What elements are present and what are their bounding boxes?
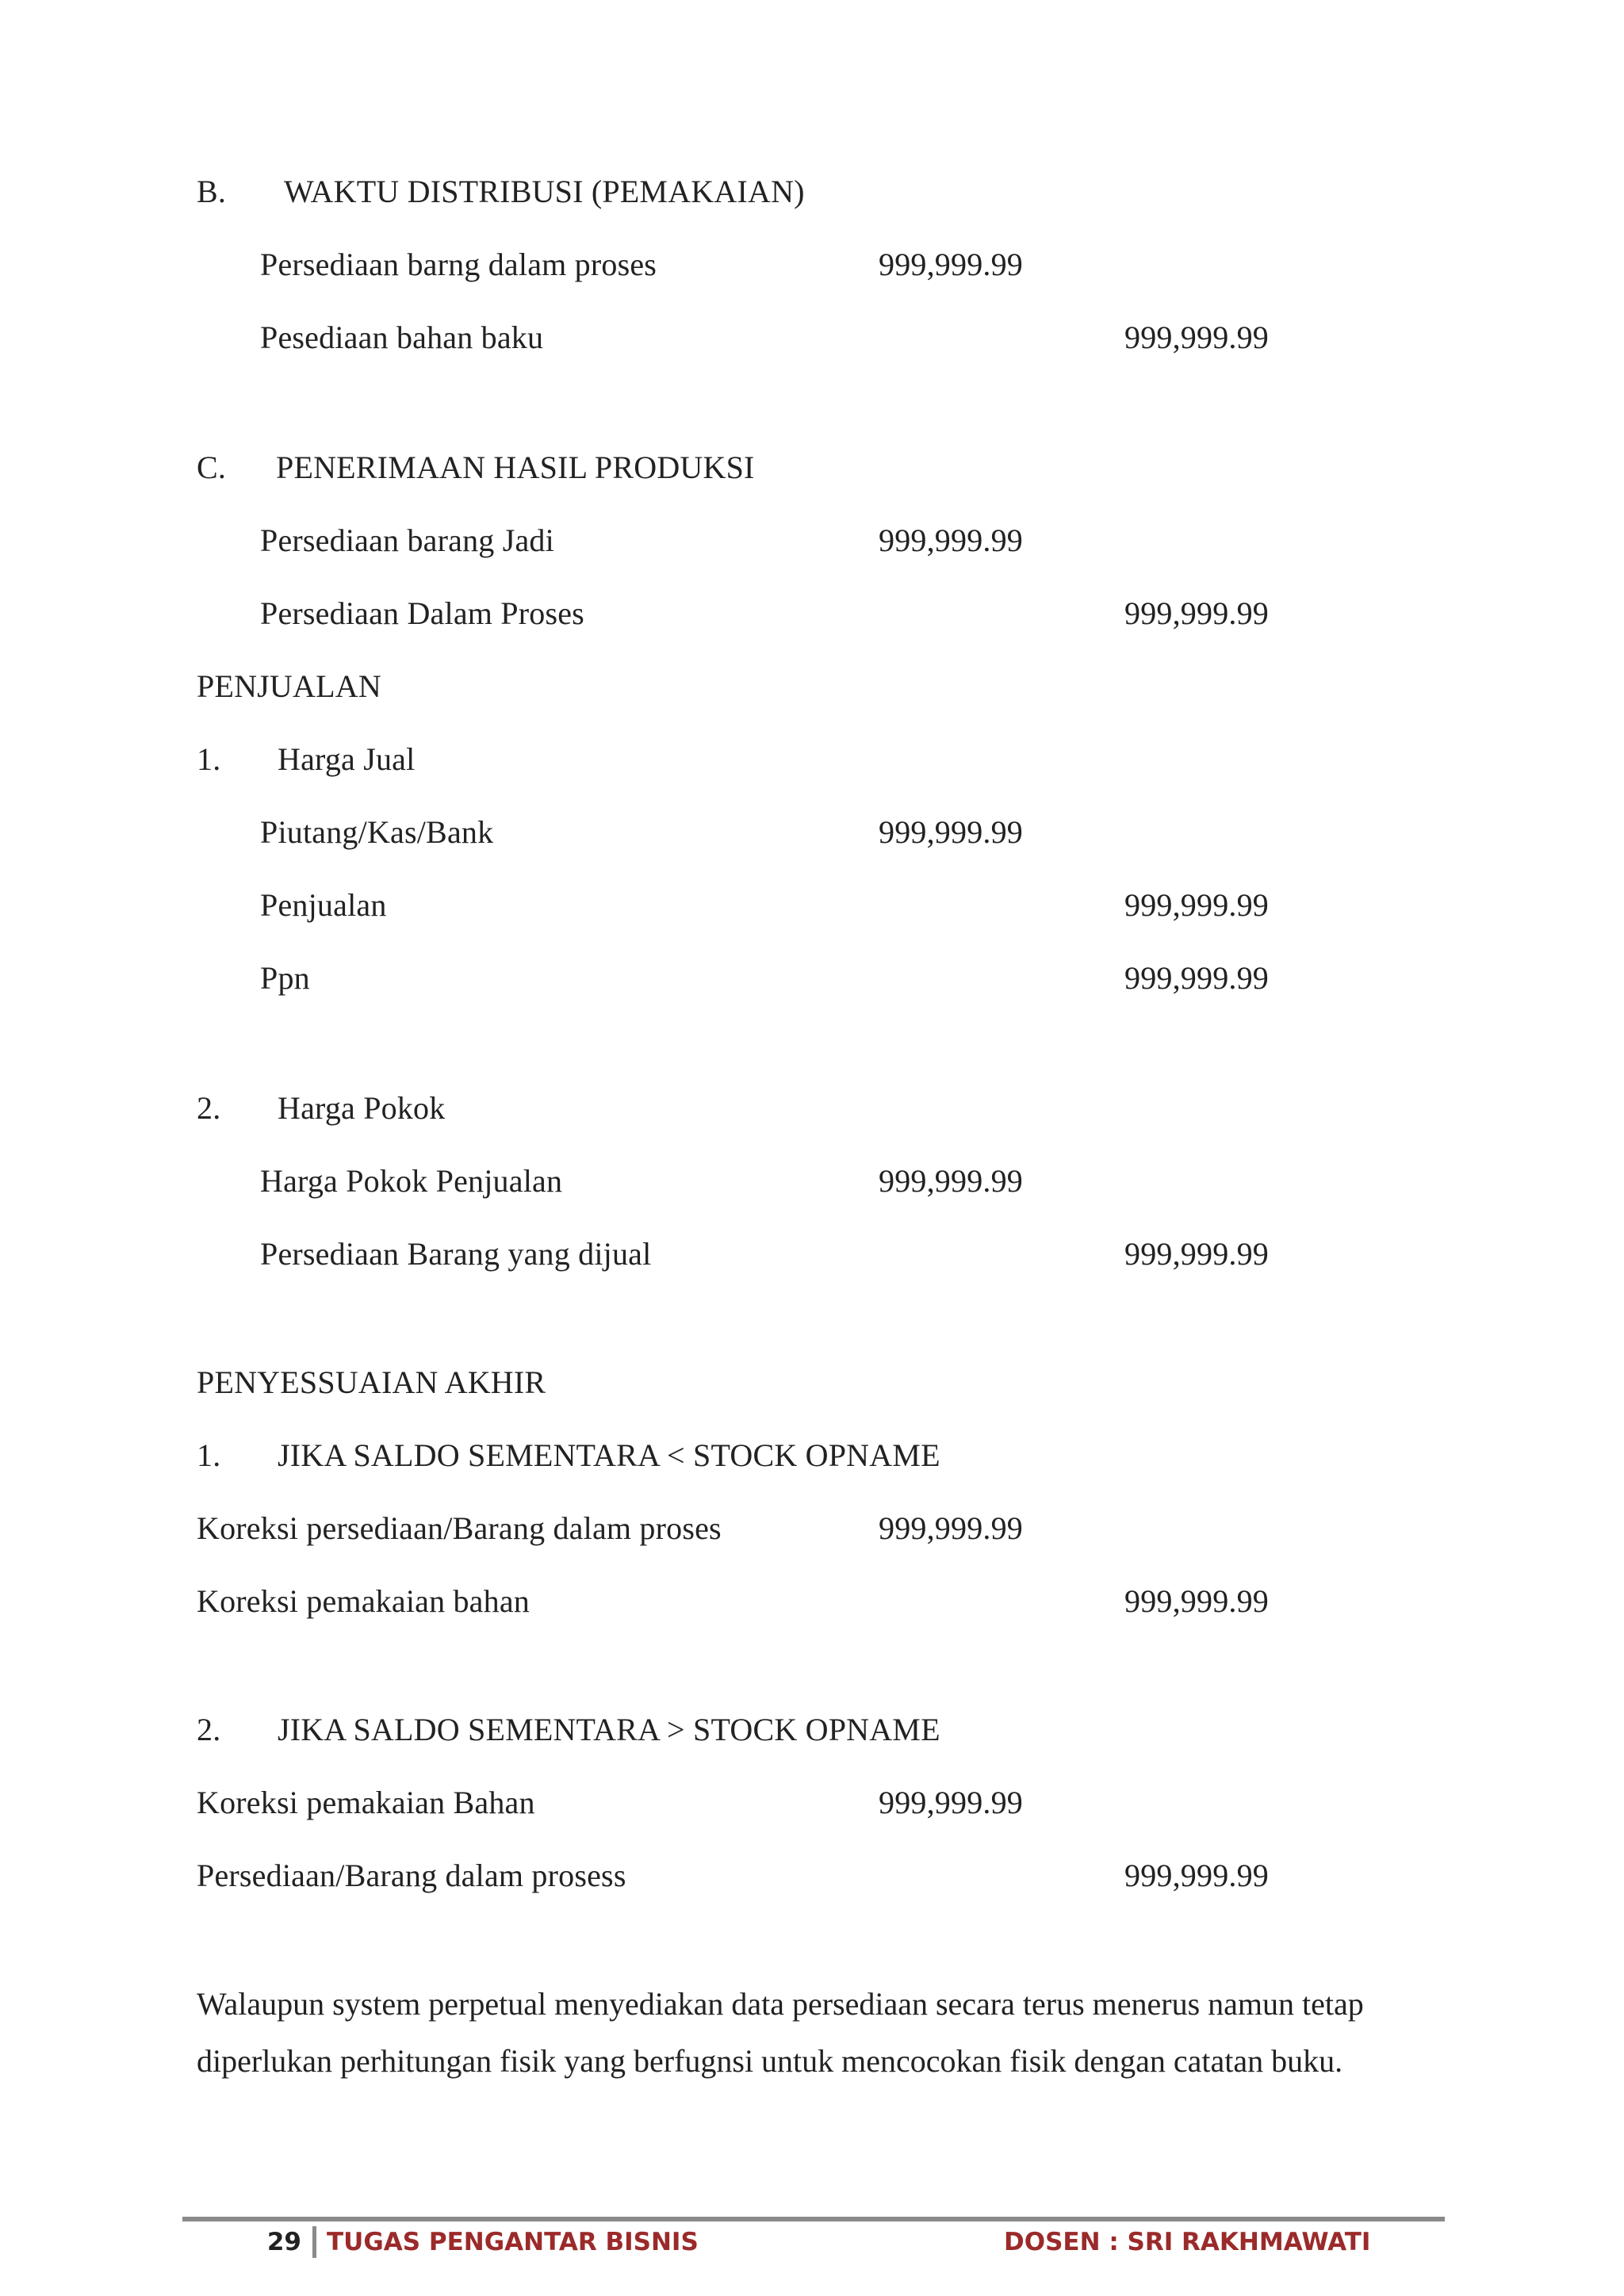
- footer-rule: [182, 2217, 1445, 2221]
- journal-row-label: Ppn: [260, 960, 310, 996]
- journal-row-label: Koreksi pemakaian bahan: [197, 1583, 530, 1619]
- penjualan-item2-num: 2.: [197, 1090, 221, 1126]
- journal-row-debit: 999,999.99: [879, 1785, 1023, 1820]
- journal-row-label: Piutang/Kas/Bank: [260, 814, 494, 850]
- penyesuaian-item2-title: JIKA SALDO SEMENTARA > STOCK OPNAME: [278, 1712, 940, 1747]
- journal-row-debit: 999,999.99: [879, 814, 1023, 850]
- penyesuaian-item1-title: JIKA SALDO SEMENTARA < STOCK OPNAME: [278, 1437, 940, 1473]
- footer-separator: [312, 2226, 316, 2258]
- journal-row-credit: 999,999.99: [1124, 1858, 1269, 1893]
- penyesuaian-title: PENYESSUAIAN AKHIR: [197, 1364, 546, 1400]
- journal-row-credit: 999,999.99: [1124, 320, 1269, 355]
- journal-row-debit: 999,999.99: [879, 247, 1023, 282]
- section-b-letter: B.: [197, 174, 227, 209]
- closing-paragraph: [197, 1976, 1465, 2090]
- journal-row-label: Harga Pokok Penjualan: [260, 1163, 563, 1199]
- penjualan-item1-num: 1.: [197, 741, 221, 777]
- journal-row-credit: 999,999.99: [1124, 595, 1269, 631]
- penyesuaian-item1-num: 1.: [197, 1437, 221, 1473]
- page-number: 29: [266, 2228, 301, 2256]
- penyesuaian-item2-num: 2.: [197, 1712, 221, 1747]
- journal-row-debit: 999,999.99: [879, 522, 1023, 558]
- journal-row-debit: 999,999.99: [879, 1510, 1023, 1546]
- section-c-letter: C.: [197, 450, 227, 485]
- journal-row-debit: 999,999.99: [879, 1163, 1023, 1199]
- journal-row-credit: 999,999.99: [1124, 960, 1269, 996]
- journal-row-label: Persediaan barng dalam proses: [260, 247, 657, 282]
- footer-lecturer: DOSEN : SRI RAKHMAWATI: [1004, 2228, 1371, 2256]
- paragraph-line-2: diperlukan perhitungan fisik yang berfugnsi untuk mencocokan fisik dengan catatan buku.: [197, 2043, 1343, 2079]
- paragraph-line-1: Walaupun system perpetual menyediakan data persediaan secara terus menerus namun tetap: [197, 1986, 1364, 2022]
- section-b-title: WAKTU DISTRIBUSI (PEMAKAIAN): [284, 174, 805, 209]
- penjualan-title: PENJUALAN: [197, 668, 381, 704]
- journal-row-credit: 999,999.99: [1124, 1236, 1269, 1272]
- journal-row-label: Pesediaan bahan baku: [260, 320, 544, 355]
- penjualan-item2-title: Harga Pokok: [278, 1090, 446, 1126]
- journal-row-label: Persediaan/Barang dalam prosess: [197, 1858, 626, 1893]
- penjualan-item1-title: Harga Jual: [278, 741, 416, 777]
- journal-row-credit: 999,999.99: [1124, 887, 1269, 923]
- journal-row-label: Persediaan Barang yang dijual: [260, 1236, 652, 1272]
- journal-row-credit: 999,999.99: [1124, 1583, 1269, 1619]
- section-c-title: PENERIMAAN HASIL PRODUKSI: [276, 450, 755, 485]
- journal-row-label: Penjualan: [260, 887, 387, 923]
- journal-row-label: Koreksi persediaan/Barang dalam proses: [197, 1510, 722, 1546]
- journal-row-label: Koreksi pemakaian Bahan: [197, 1785, 535, 1820]
- journal-row-label: Persediaan barang Jadi: [260, 522, 554, 558]
- journal-row-label: Persediaan Dalam Proses: [260, 595, 584, 631]
- footer-course-title: TUGAS PENGANTAR BISNIS: [327, 2228, 699, 2256]
